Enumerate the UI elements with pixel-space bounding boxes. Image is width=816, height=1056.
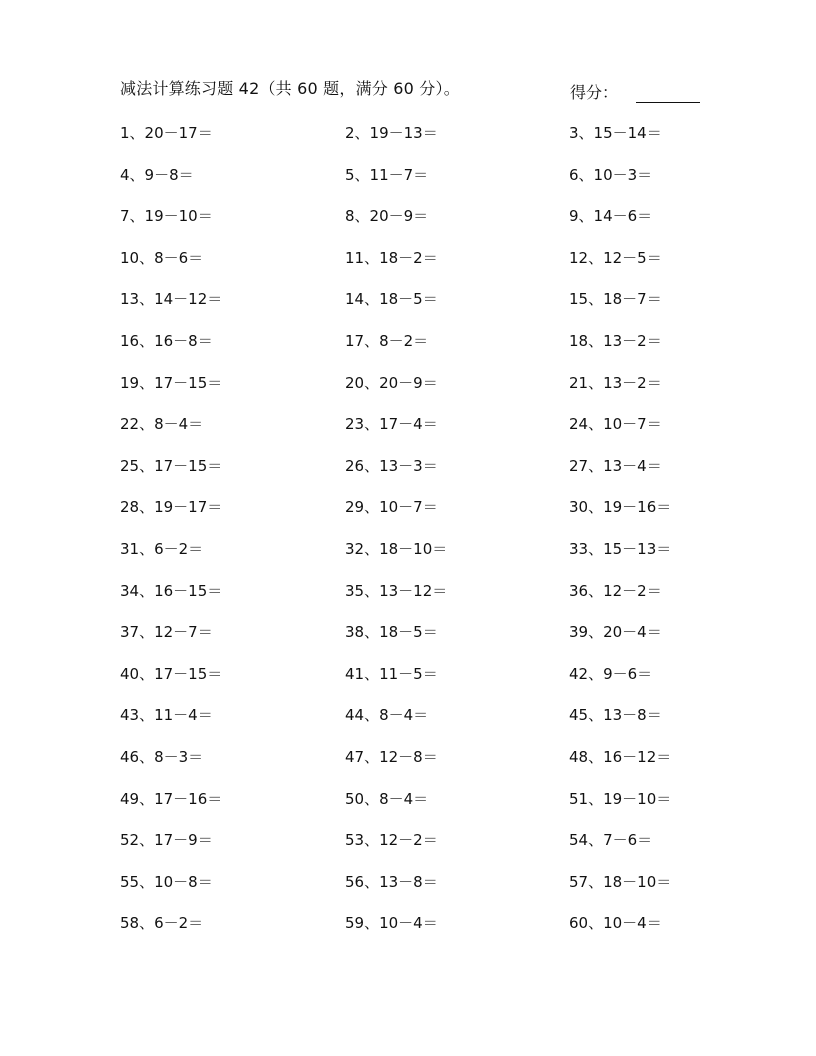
problem-item: 56、13－8＝ bbox=[345, 872, 438, 891]
problem-item: 2、19－13＝ bbox=[345, 124, 438, 142]
problem-item: 39、20－4＝ bbox=[569, 623, 662, 642]
problem-item: 32、18－10＝ bbox=[345, 540, 448, 558]
problem-item: 49、17－16＝ bbox=[120, 789, 223, 808]
problem-item: 10、8－6＝ bbox=[120, 248, 204, 267]
problem-item: 27、13－4＝ bbox=[569, 456, 662, 475]
problem-item: 33、15－13＝ bbox=[569, 540, 672, 558]
worksheet-title: 减法计算练习题 42（共 60 题，满分 60 分）。 bbox=[120, 79, 460, 98]
problem-item: 28、19－17＝ bbox=[120, 498, 223, 517]
problem-item: 47、12－8＝ bbox=[345, 748, 438, 766]
problem-item: 12、12－5＝ bbox=[569, 248, 662, 267]
problem-item: 1、20－17＝ bbox=[120, 124, 213, 142]
problem-item: 9、14－6＝ bbox=[569, 207, 653, 226]
problem-item: 19、17－15＝ bbox=[120, 373, 223, 392]
problem-item: 45、13－8＝ bbox=[569, 706, 662, 725]
problem-item: 15、18－7＝ bbox=[569, 290, 662, 309]
problem-item: 54、7－6＝ bbox=[569, 831, 653, 850]
problem-item: 35、13－12＝ bbox=[345, 581, 448, 600]
problem-item: 38、18－5＝ bbox=[345, 623, 438, 642]
problem-item: 17、8－2＝ bbox=[345, 332, 429, 350]
problem-item: 20、20－9＝ bbox=[345, 373, 438, 392]
problem-item: 43、11－4＝ bbox=[120, 706, 213, 725]
problem-item: 24、10－7＝ bbox=[569, 415, 662, 434]
problem-item: 34、16－15＝ bbox=[120, 581, 223, 600]
problem-item: 40、17－15＝ bbox=[120, 664, 223, 683]
problem-item: 51、19－10＝ bbox=[569, 789, 672, 808]
problem-item: 50、8－4＝ bbox=[345, 789, 429, 808]
problem-item: 41、11－5＝ bbox=[345, 664, 438, 683]
problem-item: 31、6－2＝ bbox=[120, 540, 204, 558]
problem-item: 53、12－2＝ bbox=[345, 831, 438, 850]
problem-item: 8、20－9＝ bbox=[345, 207, 429, 226]
problem-item: 13、14－12＝ bbox=[120, 290, 223, 309]
problem-item: 37、12－7＝ bbox=[120, 623, 213, 642]
problem-item: 44、8－4＝ bbox=[345, 706, 429, 725]
problem-item: 16、16－8＝ bbox=[120, 332, 213, 350]
problem-item: 30、19－16＝ bbox=[569, 498, 672, 517]
problem-item: 29、10－7＝ bbox=[345, 498, 438, 517]
problem-item: 42、9－6＝ bbox=[569, 664, 653, 683]
problem-item: 7、19－10＝ bbox=[120, 207, 213, 226]
problem-item: 14、18－5＝ bbox=[345, 290, 438, 309]
problem-item: 22、8－4＝ bbox=[120, 415, 204, 434]
problem-item: 6、10－3＝ bbox=[569, 165, 653, 184]
problem-item: 26、13－3＝ bbox=[345, 456, 438, 475]
problem-item: 48、16－12＝ bbox=[569, 748, 672, 766]
problem-item: 25、17－15＝ bbox=[120, 456, 223, 475]
problem-item: 55、10－8＝ bbox=[120, 872, 213, 891]
problem-item: 5、11－7＝ bbox=[345, 165, 429, 184]
problem-item: 4、9－8＝ bbox=[120, 165, 194, 184]
problem-item: 52、17－9＝ bbox=[120, 831, 213, 850]
score-label: 得分： bbox=[570, 83, 619, 102]
problem-item: 57、18－10＝ bbox=[569, 872, 672, 891]
problem-item: 59、10－4＝ bbox=[345, 914, 438, 933]
problem-item: 11、18－2＝ bbox=[345, 248, 438, 267]
problem-item: 60、10－4＝ bbox=[569, 914, 662, 933]
problem-item: 58、6－2＝ bbox=[120, 914, 204, 933]
problem-item: 21、13－2＝ bbox=[569, 373, 662, 392]
problem-item: 36、12－2＝ bbox=[569, 581, 662, 600]
problem-item: 46、8－3＝ bbox=[120, 748, 204, 766]
problem-item: 23、17－4＝ bbox=[345, 415, 438, 434]
problem-item: 18、13－2＝ bbox=[569, 332, 662, 350]
problem-item: 3、15－14＝ bbox=[569, 124, 662, 142]
